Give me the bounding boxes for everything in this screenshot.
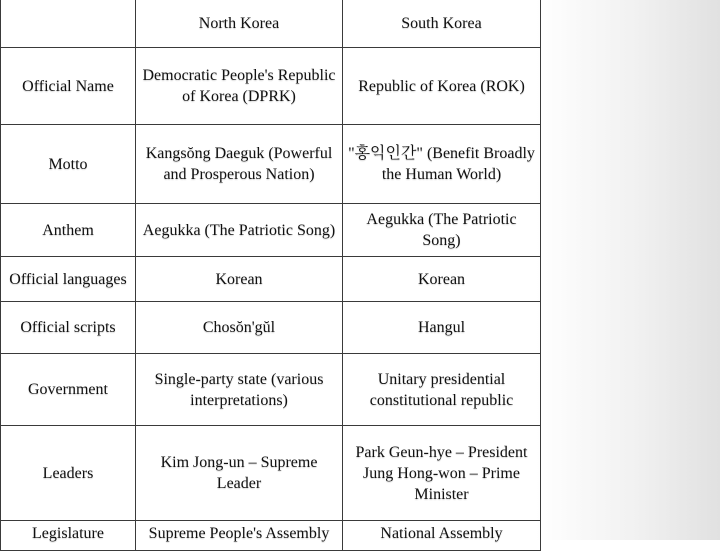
row-label: Official Name <box>1 48 136 125</box>
north-korea-cell: Aegukka (The Patriotic Song) <box>136 204 343 257</box>
south-korea-cell: Hangul <box>343 302 541 354</box>
north-korea-cell: Kim Jong-un – Supreme Leader <box>136 426 343 521</box>
row-label: Official scripts <box>1 302 136 354</box>
south-korea-cell: Aegukka (The Patriotic Song) <box>343 204 541 257</box>
row-label: Government <box>1 354 136 426</box>
row-label: Motto <box>1 125 136 204</box>
south-leader-president: Park Geun-hye – President <box>355 443 528 461</box>
table-row <box>1 257 541 302</box>
north-korea-cell: Democratic People's Republic of Korea (DPRK) <box>136 48 343 125</box>
south-korea-cell: Korean <box>343 257 541 302</box>
south-korea-cell <box>343 426 541 521</box>
row-label: Official languages <box>1 257 136 302</box>
table-row <box>1 354 541 426</box>
table-header-row <box>1 0 541 48</box>
north-korea-cell: Chosŏn'gŭl <box>136 302 343 354</box>
table-row <box>1 302 541 354</box>
table-row <box>1 426 541 521</box>
north-korea-cell: Korean <box>136 257 343 302</box>
row-label: Legislature <box>1 521 136 551</box>
table-row <box>1 125 541 204</box>
page-edge-shadow <box>535 0 720 540</box>
header-corner-cell <box>1 0 136 48</box>
south-korea-cell: Republic of Korea (ROK) <box>343 48 541 125</box>
row-label: Leaders <box>1 426 136 521</box>
south-korea-cell: Unitary presidential constitutional republic <box>343 354 541 426</box>
south-korea-cell: National Assembly <box>343 521 541 551</box>
south-korea-cell: "홍익인간" (Benefit Broadly the Human World) <box>343 125 541 204</box>
north-korea-cell: Kangsŏng Daeguk (Powerful and Prosperous Nation) <box>136 125 343 204</box>
header-north-korea: North Korea <box>136 0 343 48</box>
table-row <box>1 521 541 551</box>
table-row <box>1 204 541 257</box>
table-row <box>1 48 541 125</box>
south-leader-prime-minister: Jung Hong-won – Prime Minister <box>363 464 520 503</box>
north-korea-cell: Supreme People's Assembly <box>136 521 343 551</box>
header-south-korea: South Korea <box>343 0 541 48</box>
row-label: Anthem <box>1 204 136 257</box>
north-korea-cell: Single-party state (various interpretations) <box>136 354 343 426</box>
